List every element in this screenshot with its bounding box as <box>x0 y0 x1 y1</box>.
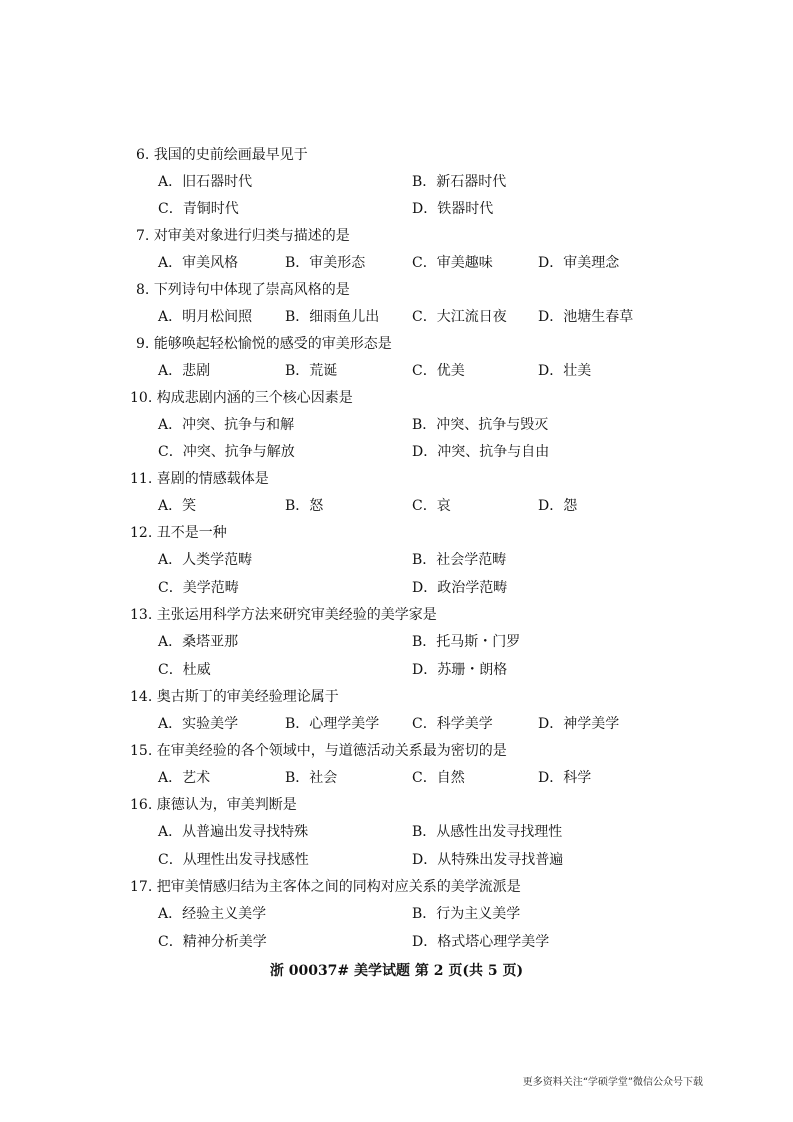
option: A．从普遍出发寻找特殊 <box>158 824 309 840</box>
question-number: 7. <box>136 228 150 244</box>
option: B．新石器时代 <box>412 174 507 190</box>
question-text: 主张运用科学方法来研究审美经验的美学家是 <box>156 607 437 623</box>
question-text: 奥古斯丁的审美经验理论属于 <box>156 689 339 705</box>
option: A．实验美学 <box>158 716 239 732</box>
option: B．冲突、抗争与毁灭 <box>412 417 549 433</box>
question-8 <box>136 280 350 300</box>
option: D．科学 <box>538 770 592 786</box>
question-15 <box>130 741 507 761</box>
option: A．艺术 <box>158 770 211 786</box>
question-number: 8. <box>136 282 150 298</box>
question-14 <box>130 687 339 707</box>
option: D．审美理念 <box>538 255 620 271</box>
option: C．杜威 <box>158 662 211 678</box>
option: B．社会学范畴 <box>412 552 507 568</box>
question-text: 构成悲剧内涵的三个核心因素是 <box>156 390 353 406</box>
question-text: 在审美经验的各个领域中，与道德活动关系最为密切的是 <box>156 743 507 759</box>
option: B．怒 <box>285 498 324 514</box>
option: B．社会 <box>285 770 338 786</box>
question-9 <box>136 334 392 354</box>
option: D．政治学范畴 <box>412 580 508 596</box>
question-number: 14. <box>130 689 153 705</box>
watermark-text: 更多资料关注“学硕学堂”微信公众号下载 <box>522 1077 703 1088</box>
option: A．桑塔亚那 <box>158 634 239 650</box>
question-number: 6. <box>136 147 150 163</box>
option: A．明月松间照 <box>158 309 253 325</box>
option: B．细雨鱼儿出 <box>285 309 380 325</box>
option: D．从特殊出发寻找普遍 <box>412 852 564 868</box>
option: D．壮美 <box>538 363 592 379</box>
question-number: 13. <box>130 607 153 623</box>
option: C．自然 <box>412 770 465 786</box>
question-7 <box>136 226 350 246</box>
option: C．青铜时代 <box>158 201 239 217</box>
question-16 <box>130 795 297 815</box>
option: C．优美 <box>412 363 465 379</box>
question-text: 下列诗句中体现了崇高风格的是 <box>153 282 350 298</box>
option: C．哀 <box>412 498 451 514</box>
option: C．审美趣味 <box>412 255 493 271</box>
question-13 <box>130 605 437 625</box>
option: B．行为主义美学 <box>412 906 521 922</box>
option: D．苏珊・朗格 <box>412 662 508 678</box>
question-text: 把审美情感归结为主客体之间的同构对应关系的美学流派是 <box>156 879 521 895</box>
question-11 <box>130 469 269 489</box>
option: B．从感性出发寻找理性 <box>412 824 563 840</box>
option: A．冲突、抗争与和解 <box>158 417 295 433</box>
question-text: 丑不是一种 <box>156 525 227 541</box>
option: D．怨 <box>538 498 578 514</box>
option: D．格式塔心理学美学 <box>412 934 550 950</box>
option: C．从理性出发寻找感性 <box>158 852 309 868</box>
option: B．审美形态 <box>285 255 366 271</box>
option: A．旧石器时代 <box>158 174 253 190</box>
option: A．审美风格 <box>158 255 239 271</box>
option: B．荒诞 <box>285 363 338 379</box>
option: C．美学范畴 <box>158 580 239 596</box>
option: C．冲突、抗争与解放 <box>158 444 295 460</box>
option: C．大江流日夜 <box>412 309 507 325</box>
question-number: 12. <box>130 525 153 541</box>
question-number: 15. <box>130 743 153 759</box>
question-17 <box>130 877 521 897</box>
option: D．铁器时代 <box>412 201 494 217</box>
question-12 <box>130 523 227 543</box>
option: A．笑 <box>158 498 197 514</box>
option: A．经验主义美学 <box>158 906 267 922</box>
option: B．托马斯・门罗 <box>412 634 521 650</box>
question-10 <box>130 388 353 408</box>
question-number: 11. <box>130 471 153 487</box>
option: B．心理学美学 <box>285 716 380 732</box>
question-number: 9. <box>136 336 150 352</box>
page-footer: 浙 00037# 美学试题 第 2 页(共 5 页) <box>269 963 524 979</box>
option: D．冲突、抗争与自由 <box>412 444 550 460</box>
question-text: 我国的史前绘画最早见于 <box>153 147 308 163</box>
option: D．池塘生春草 <box>538 309 634 325</box>
question-number: 17. <box>130 879 153 895</box>
option: C．科学美学 <box>412 716 493 732</box>
question-text: 喜剧的情感载体是 <box>156 471 269 487</box>
question-number: 16. <box>130 797 153 813</box>
question-number: 10. <box>130 390 153 406</box>
question-6 <box>136 145 308 165</box>
option: A．悲剧 <box>158 363 211 379</box>
option: C．精神分析美学 <box>158 934 267 950</box>
option: D．神学美学 <box>538 716 620 732</box>
question-text: 对审美对象进行归类与描述的是 <box>153 228 350 244</box>
question-text: 康德认为，审美判断是 <box>156 797 297 813</box>
option: A．人类学范畴 <box>158 552 253 568</box>
question-text: 能够唤起轻松愉悦的感受的审美形态是 <box>153 336 392 352</box>
